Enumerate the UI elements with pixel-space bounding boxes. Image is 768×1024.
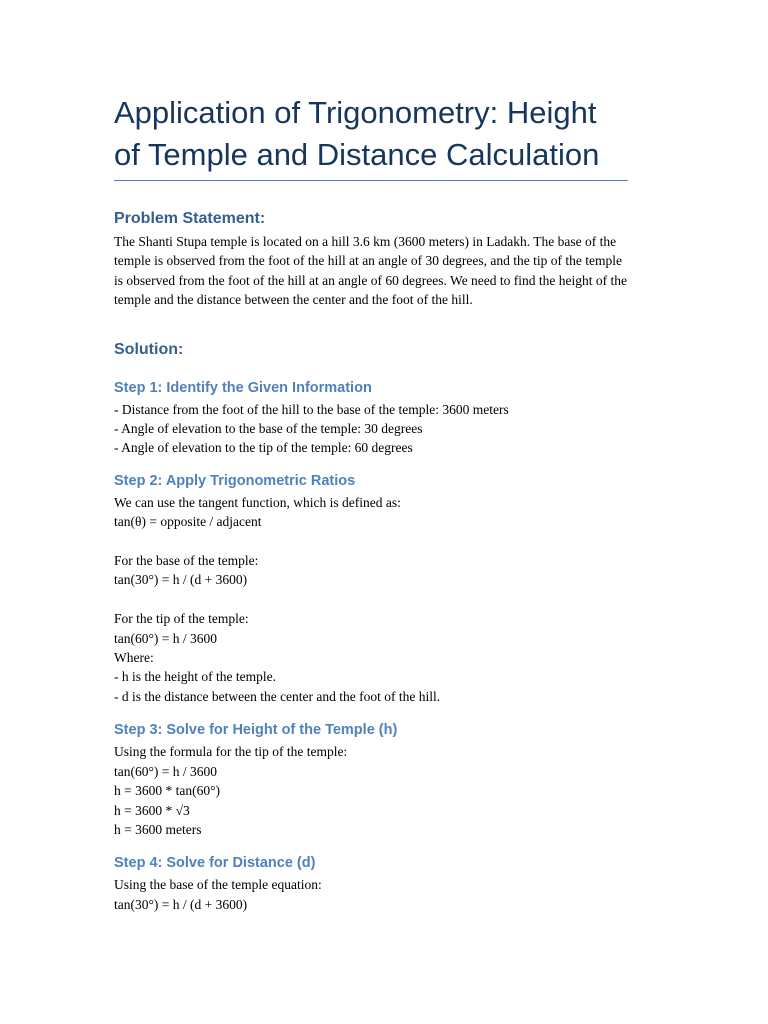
- step2-line: Where:: [114, 650, 154, 666]
- step1-line: - Angle of elevation to the tip of the temple: 60 degrees: [114, 440, 413, 456]
- problem-heading: Problem Statement:: [114, 210, 266, 227]
- step4-line: Using the base of the temple equation:: [114, 877, 322, 893]
- solution-heading: Solution:: [114, 340, 184, 358]
- step2-line: For the tip of the temple:: [114, 611, 249, 627]
- step2-line: tan(60°) = h / 3600: [114, 630, 217, 646]
- step2-line: For the base of the temple:: [114, 553, 259, 569]
- step2-body: [114, 493, 628, 706]
- step3-line: Using the formula for the tip of the temple:: [114, 744, 348, 760]
- document-page: [114, 92, 628, 914]
- document-title: Application of Trigonometry: Height of Temple and Distance Calculation: [114, 92, 628, 181]
- step4-line: tan(30°) = h / (d + 3600): [114, 896, 248, 912]
- step1-line: - Angle of elevation to the base of the temple: 30 degrees: [114, 421, 423, 437]
- step4-heading: Step 4: Solve for Distance (d): [114, 855, 316, 872]
- step1-line: - Distance from the foot of the hill to the base of the temple: 3600 meters: [114, 401, 509, 417]
- step3-line: tan(60°) = h / 3600: [114, 763, 217, 779]
- step3-body: [114, 742, 628, 839]
- step2-line: - d is the distance between the center and the foot of the hill.: [114, 688, 441, 704]
- step3-line: h = 3600 * tan(60°): [114, 783, 220, 799]
- step2-heading: Step 2: Apply Trigonometric Ratios: [114, 472, 356, 489]
- step3-line: h = 3600 meters: [114, 821, 202, 837]
- step2-line: tan(30°) = h / (d + 3600): [114, 572, 248, 588]
- step2-line: tan(θ) = opposite / adjacent: [114, 514, 262, 530]
- step2-line: - h is the height of the temple.: [114, 669, 276, 685]
- problem-text: The Shanti Stupa temple is located on a hill 3.6 km (3600 meters) in Ladakh. The base of the temple is observed from the foot of the hill at an angle of 30 degrees, and the tip of the temple is observed from the foot of the hill at an angle of 60 degrees. We need to find the height of the temple and the distance between the center and the foot of the hill.: [114, 234, 628, 308]
- step3-heading: Step 3: Solve for Height of the Temple (h): [114, 722, 398, 739]
- step4-body: [114, 875, 628, 914]
- step2-line: We can use the tangent function, which is defined as:: [114, 494, 401, 510]
- step1-heading: Step 1: Identify the Given Information: [114, 379, 372, 396]
- step3-line: h = 3600 * √3: [114, 802, 190, 818]
- step1-list: [114, 400, 628, 458]
